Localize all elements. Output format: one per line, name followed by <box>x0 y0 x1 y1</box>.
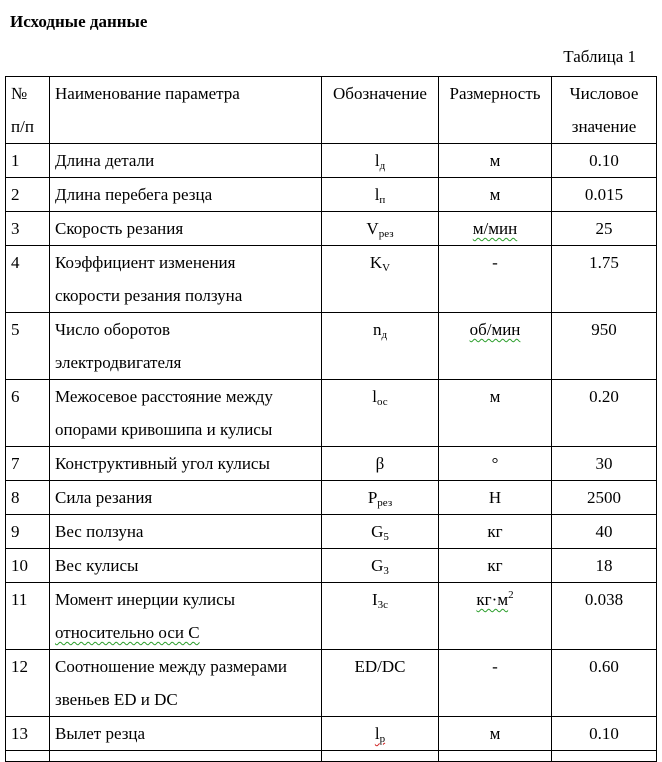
parameter-unit: - <box>439 650 552 717</box>
parameter-value: 30 <box>552 447 657 481</box>
header-value: Числовое значение <box>552 77 657 144</box>
table-row <box>6 380 657 447</box>
parameter-unit: - <box>439 246 552 313</box>
parameter-value: 0.10 <box>552 717 657 751</box>
parameter-unit: Н <box>439 481 552 515</box>
header-name: Наименование параметра <box>50 77 322 144</box>
parameter-value: 1.75 <box>552 246 657 313</box>
parameter-name: Вылет резца <box>50 717 322 751</box>
parameter-symbol: $V_{рез}$ <box>322 212 439 246</box>
parameter-value: 2500 <box>552 481 657 515</box>
parameters-table <box>5 76 657 762</box>
parameter-name: Момент инерции кулисы относительно оси С <box>50 583 322 650</box>
parameter-name: Коэффициент изменения скорости резания ползуна <box>50 246 322 313</box>
table-row <box>6 447 657 481</box>
row-number: 9 <box>6 515 50 549</box>
parameter-unit: кг <box>439 515 552 549</box>
table-row <box>6 717 657 751</box>
header-unit: Размерность <box>439 77 552 144</box>
table-row <box>6 144 657 178</box>
parameter-name: Вес кулисы <box>50 549 322 583</box>
table-row <box>6 481 657 515</box>
row-number: 3 <box>6 212 50 246</box>
parameter-unit: м <box>439 144 552 178</box>
parameter-symbol: $I_{3с}$ <box>322 583 439 650</box>
row-number: 5 <box>6 313 50 380</box>
parameter-symbol: $n_д$ <box>322 313 439 380</box>
table-row-cut <box>6 751 657 762</box>
parameter-name: Конструктивный угол кулисы <box>50 447 322 481</box>
parameter-value: 0.10 <box>552 144 657 178</box>
parameter-name: Длина детали <box>50 144 322 178</box>
parameter-unit: м <box>439 178 552 212</box>
table-row <box>6 549 657 583</box>
row-number: 11 <box>6 583 50 650</box>
header-number: № п/п <box>6 77 50 144</box>
row-number: 10 <box>6 549 50 583</box>
table-row <box>6 212 657 246</box>
parameter-value: 0.60 <box>552 650 657 717</box>
row-number: 13 <box>6 717 50 751</box>
table-caption: Таблица 1 <box>563 47 636 66</box>
table-header-row <box>6 77 657 144</box>
parameter-symbol: $l_д$ <box>322 144 439 178</box>
parameter-value: 0.20 <box>552 380 657 447</box>
parameter-name: Длина перебега резца <box>50 178 322 212</box>
row-number: 6 <box>6 380 50 447</box>
parameter-value: 0.015 <box>552 178 657 212</box>
parameter-unit: ° <box>439 447 552 481</box>
parameter-name: Вес ползуна <box>50 515 322 549</box>
section-heading: Исходные данные <box>10 12 148 31</box>
row-number: 12 <box>6 650 50 717</box>
parameter-value: 0.038 <box>552 583 657 650</box>
parameter-name: Сила резания <box>50 481 322 515</box>
parameter-name: Соотношение между размерами звеньев ED и DC <box>50 650 322 717</box>
header-symbol: Обозначение <box>322 77 439 144</box>
table-row <box>6 583 657 650</box>
table-row <box>6 313 657 380</box>
table-row <box>6 246 657 313</box>
parameter-name: Межосевое расстояние между опорами кривошипа и кулисы <box>50 380 322 447</box>
row-number: 1 <box>6 144 50 178</box>
parameter-unit: кг <box>439 549 552 583</box>
row-number: 2 <box>6 178 50 212</box>
parameter-symbol: $P_{рез}$ <box>322 481 439 515</box>
table-row <box>6 650 657 717</box>
parameter-symbol: ED/DC <box>322 650 439 717</box>
parameter-value: 25 <box>552 212 657 246</box>
parameter-unit: $кг\cdot м^2$ <box>439 583 552 650</box>
table-row <box>6 178 657 212</box>
parameter-symbol: $K_V$ <box>322 246 439 313</box>
parameter-name: Скорость резания <box>50 212 322 246</box>
parameter-symbol: $l_{ос}$ <box>322 380 439 447</box>
parameter-symbol: β <box>322 447 439 481</box>
parameter-unit: об/мин <box>439 313 552 380</box>
parameter-value: 950 <box>552 313 657 380</box>
parameter-unit: м <box>439 717 552 751</box>
row-number: 8 <box>6 481 50 515</box>
row-number: 4 <box>6 246 50 313</box>
parameter-value: 40 <box>552 515 657 549</box>
table-row <box>6 515 657 549</box>
parameter-unit: м/мин <box>439 212 552 246</box>
parameter-symbol: $l_п$ <box>322 178 439 212</box>
parameter-value: 18 <box>552 549 657 583</box>
parameter-name: Число оборотов электродвигателя <box>50 313 322 380</box>
parameter-symbol: $G_5$ <box>322 515 439 549</box>
row-number: 7 <box>6 447 50 481</box>
parameter-symbol: $l_р$ <box>322 717 439 751</box>
parameter-symbol: $G_3$ <box>322 549 439 583</box>
parameter-unit: м <box>439 380 552 447</box>
